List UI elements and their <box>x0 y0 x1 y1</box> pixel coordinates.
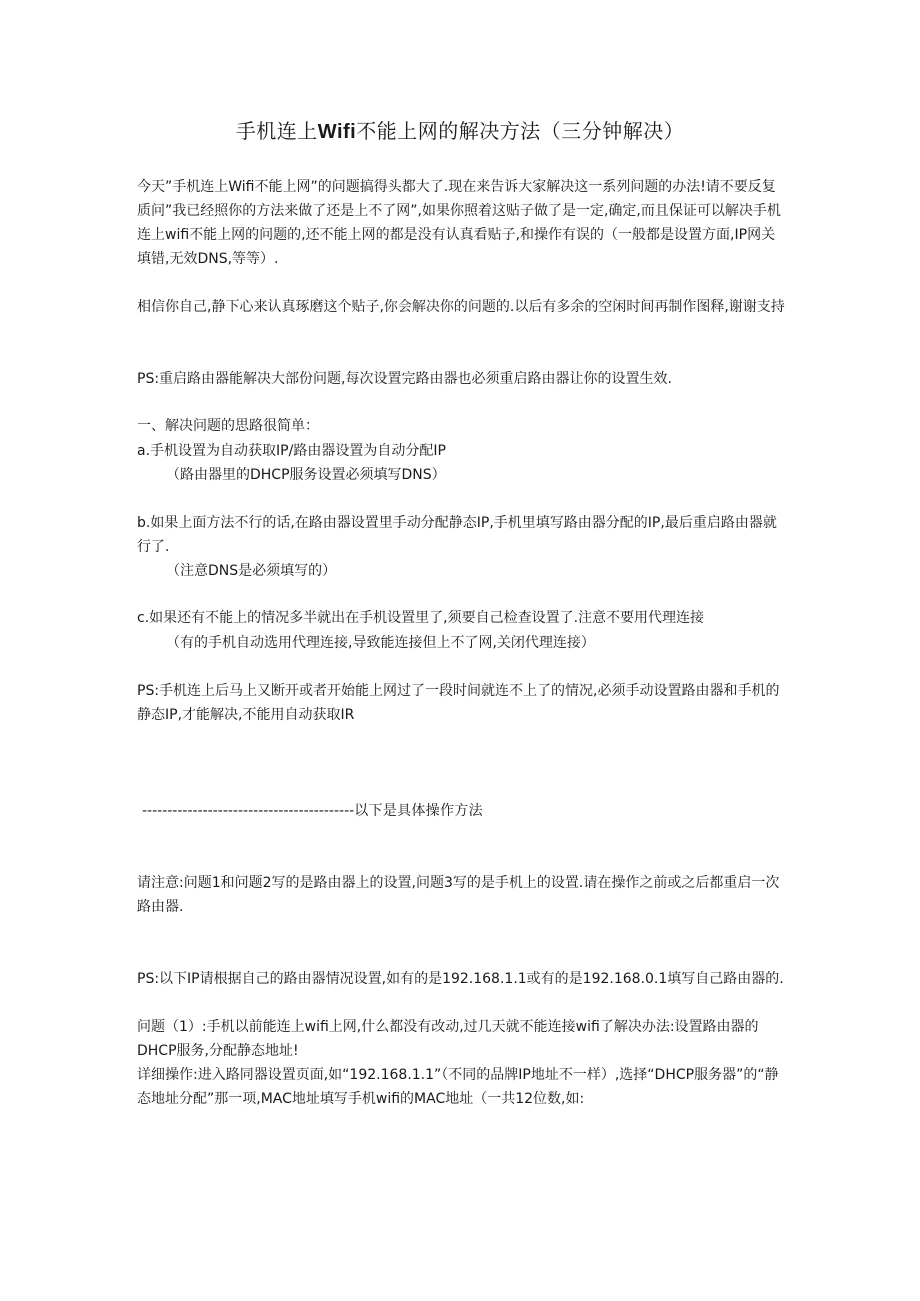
item-c-note: （有的手机自动选用代理连接,导致能连接但上不了网,关闭代理连接） <box>166 635 595 651</box>
title-wifi: Wifi <box>317 121 357 143</box>
details-paragraph: 详细操作:进入路同器设置页面,如“192.168.1.1”（不同的品牌IP地址不一样）,选择“DHCP服务器”的“静态地址分配”那一项,MAC地址填写手机wifi的MAC地址（一共12位数,如: <box>137 1067 779 1107</box>
note-paragraph: 请注意:问题1和问题2写的是路由器上的设置,问题3写的是手机上的设置.请在操作之前或之后都重启一次路由器. <box>137 875 780 915</box>
question-1-paragraph: 问题（1）:手机以前能连上wifi上网,什么都没有改动,过几天就不能连接wifi了解决办法:设置路由器的DHCP服务,分配静态地址! <box>137 1019 759 1059</box>
item-a-note: （路由器里的DHCP服务设置必须填写DNS） <box>166 467 446 483</box>
section-divider <box>142 799 483 823</box>
title-part-1: 手机连上 <box>235 119 318 143</box>
title-part-2: 不能上网的解决方法（三分钟解决） <box>356 119 685 143</box>
item-b: b.如果上面方法不行的话,在路由器设置里手动分配静态IP,手机里填写路由器分配的IP,最后重启路由器就行了. <box>137 515 777 555</box>
believe-paragraph: 相信你自己,静下心来认真琢磨这个贴子,你会解决你的问题的.以后有多余的空闲时间再制作图释,谢谢支持 <box>137 299 785 315</box>
divider-text: 以下是具体操作方法 <box>354 803 483 819</box>
ps-restart-paragraph: PS:重启路由器能解决大部份问题,每次设置完路由器也必须重启路由器让你的设置生效. <box>137 371 672 387</box>
item-a: a.手机设置为自动获取IP/路由器设置为自动分配IP <box>137 443 446 459</box>
section-heading: 一、解决问题的思路很简单： <box>137 418 319 434</box>
item-b-note: （注意DNS是必须填写的） <box>166 563 337 579</box>
intro-paragraph: 今天”手机连上Wifi不能上网”的问题搞得头都大了.现在来告诉大家解决这一系列问题的办法!请不要反复质问”我已经照你的方法来做了还是上不了网”,如果你照着这贴子做了是一定,确定,而且保证可以解决手机连上wifi不能上网的问题的,还不能上网的都是没有认真看贴子,和操作有误的（一般都是设置方面,IP网关填错,无效DNS,等等）. <box>137 179 781 267</box>
ps-static-paragraph: PS:手机连上后马上又断开或者开始能上网过了一段时间就连不上了的情况,必须手动设置路由器和手机的静态IP,才能解决,不能用自动获取IR <box>137 683 780 723</box>
item-c: c.如果还有不能上的情况多半就出在手机设置里了,须要自己检查设置了.注意不要用代理连接 <box>137 610 705 626</box>
document-title <box>0 117 920 146</box>
divider-dashes: ------------------------------------------ <box>142 803 355 819</box>
ps-ip-paragraph: PS:以下IP请根据自己的路由器情况设置,如有的是192.168.1.1或有的是192.168.0.1填写自己路由器的. <box>137 971 784 987</box>
